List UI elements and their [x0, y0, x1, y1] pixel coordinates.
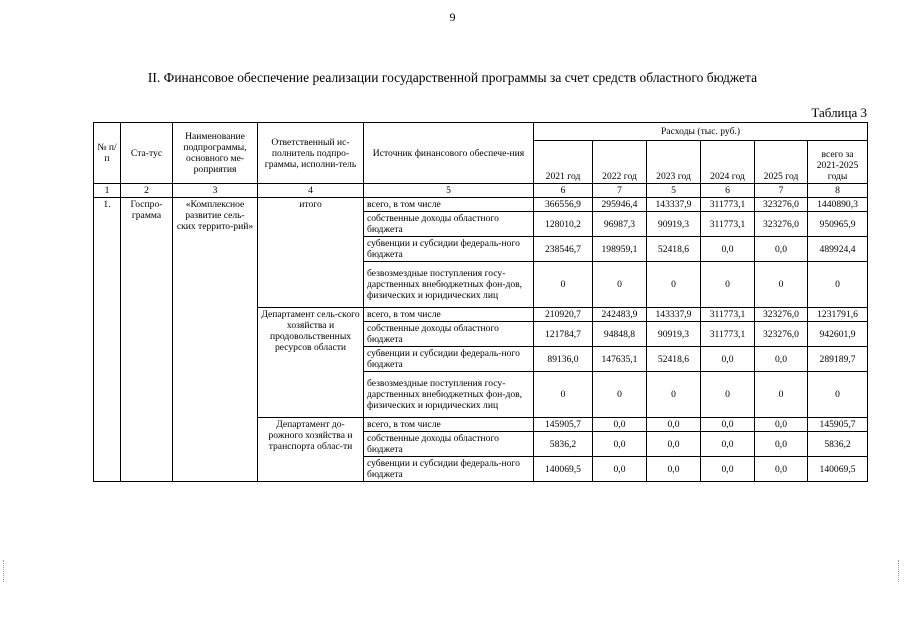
header-year: 2021 год — [534, 141, 593, 184]
amount-cell: 0,0 — [593, 418, 647, 432]
funding-source: собственные доходы областного бюджета — [364, 212, 534, 237]
amount-cell: 143337,9 — [647, 308, 701, 322]
header-name: Наименование подпрограммы, основного ме-роприятия — [173, 123, 258, 184]
amount-cell: 121784,7 — [534, 322, 593, 347]
funding-source: всего, в том числе — [364, 418, 534, 432]
amount-cell: 489924,4 — [808, 237, 868, 262]
amount-cell: 242483,9 — [593, 308, 647, 322]
amount-cell: 198959,1 — [593, 237, 647, 262]
amount-cell: 0,0 — [647, 418, 701, 432]
amount-cell: 323276,0 — [755, 212, 808, 237]
document-title: II. Финансовое обеспечение реализации государственной программы за счет средств областного бюджета — [147, 70, 758, 85]
amount-cell: 0,0 — [647, 457, 701, 482]
amount-cell: 366556,9 — [534, 198, 593, 212]
amount-cell: 289189,7 — [808, 347, 868, 372]
amount-cell: 90919,3 — [647, 322, 701, 347]
header-year: всего за 2021-2025 годы — [808, 141, 868, 184]
amount-cell: 311773,1 — [701, 198, 755, 212]
header-year: 2024 год — [701, 141, 755, 184]
left-edge-mark — [3, 560, 6, 582]
amount-cell: 0 — [701, 262, 755, 308]
amount-cell: 1231791,6 — [808, 308, 868, 322]
amount-cell: 311773,1 — [701, 322, 755, 347]
amount-cell: 295946,4 — [593, 198, 647, 212]
amount-cell: 52418,6 — [647, 347, 701, 372]
amount-cell: 0 — [593, 372, 647, 418]
row-program-name: «Комплексное развитие сель-ских террито-рий» — [173, 198, 258, 482]
financing-table — [93, 122, 868, 482]
table-label: Таблица 3 — [811, 105, 867, 120]
header-year: 2025 год — [755, 141, 808, 184]
amount-cell: 311773,1 — [701, 212, 755, 237]
amount-cell: 5836,2 — [808, 432, 868, 457]
column-index: 1 — [94, 184, 121, 198]
column-index: 2 — [121, 184, 173, 198]
amount-cell: 0,0 — [755, 432, 808, 457]
column-index: 7 — [593, 184, 647, 198]
row-number: 1. — [94, 198, 121, 482]
funding-source: субвенции и субсидии федераль-ного бюджета — [364, 237, 534, 262]
amount-cell: 0 — [534, 262, 593, 308]
header-source: Источник финансового обеспече-ния — [364, 123, 534, 184]
amount-cell: 210920,7 — [534, 308, 593, 322]
amount-cell: 0 — [534, 372, 593, 418]
header-executor: Ответственный ис-полнитель подпро-граммы, исполни-тель — [258, 123, 364, 184]
header-status: Ста-тус — [121, 123, 173, 184]
amount-cell: 0,0 — [701, 432, 755, 457]
funding-source: безвозмездные поступления госу-дарственных внебюджетных фон-дов, физических и юридических лиц — [364, 262, 534, 308]
amount-cell: 0 — [808, 372, 868, 418]
amount-cell: 0 — [647, 372, 701, 418]
amount-cell: 140069,5 — [808, 457, 868, 482]
row-executor: Департамент сель-ского хозяйства и продовольственных ресурсов области — [258, 308, 364, 418]
header-num: № п/п — [94, 123, 121, 184]
amount-cell: 94848,8 — [593, 322, 647, 347]
amount-cell: 90919,3 — [647, 212, 701, 237]
header-year: 2023 год — [647, 141, 701, 184]
funding-source: собственные доходы областного бюджета — [364, 432, 534, 457]
amount-cell: 0 — [593, 262, 647, 308]
amount-cell: 1440890,3 — [808, 198, 868, 212]
amount-cell: 323276,0 — [755, 322, 808, 347]
funding-source: субвенции и субсидии федераль-ного бюджета — [364, 457, 534, 482]
funding-source: субвенции и субсидии федераль-ного бюджета — [364, 347, 534, 372]
column-index: 4 — [258, 184, 364, 198]
table-row — [94, 198, 868, 212]
amount-cell: 0,0 — [755, 418, 808, 432]
amount-cell: 143337,9 — [647, 198, 701, 212]
header-year: 2022 год — [593, 141, 647, 184]
funding-source: всего, в том числе — [364, 198, 534, 212]
column-index: 5 — [364, 184, 534, 198]
column-index: 3 — [173, 184, 258, 198]
amount-cell: 145905,7 — [808, 418, 868, 432]
right-edge-mark — [898, 560, 901, 582]
amount-cell: 323276,0 — [755, 198, 808, 212]
amount-cell: 950965,9 — [808, 212, 868, 237]
amount-cell: 0 — [647, 262, 701, 308]
amount-cell: 0,0 — [701, 418, 755, 432]
row-executor: итого — [258, 198, 364, 308]
row-status: Госпро-грамма — [121, 198, 173, 482]
amount-cell: 0,0 — [593, 432, 647, 457]
amount-cell: 89136,0 — [534, 347, 593, 372]
amount-cell: 0 — [755, 262, 808, 308]
amount-cell: 147635,1 — [593, 347, 647, 372]
amount-cell: 323276,0 — [755, 308, 808, 322]
amount-cell: 140069,5 — [534, 457, 593, 482]
amount-cell: 0 — [755, 372, 808, 418]
amount-cell: 942601,9 — [808, 322, 868, 347]
column-index: 8 — [808, 184, 868, 198]
amount-cell: 0,0 — [701, 347, 755, 372]
amount-cell: 0,0 — [701, 237, 755, 262]
amount-cell: 0,0 — [647, 432, 701, 457]
amount-cell: 311773,1 — [701, 308, 755, 322]
amount-cell: 0,0 — [755, 237, 808, 262]
amount-cell: 96987,3 — [593, 212, 647, 237]
amount-cell: 0,0 — [593, 457, 647, 482]
column-index: 6 — [701, 184, 755, 198]
amount-cell: 5836,2 — [534, 432, 593, 457]
amount-cell: 0,0 — [755, 347, 808, 372]
amount-cell: 128010,2 — [534, 212, 593, 237]
amount-cell: 52418,6 — [647, 237, 701, 262]
header-expenses: Расходы (тыс. руб.) — [534, 123, 868, 141]
funding-source: собственные доходы областного бюджета — [364, 322, 534, 347]
amount-cell: 145905,7 — [534, 418, 593, 432]
funding-source: всего, в том числе — [364, 308, 534, 322]
column-index: 5 — [647, 184, 701, 198]
page-number: 9 — [449, 10, 456, 24]
column-index: 7 — [755, 184, 808, 198]
row-executor: Департамент до-рожного хозяйства и транспорта облас-ти — [258, 418, 364, 482]
amount-cell: 0 — [701, 372, 755, 418]
amount-cell: 0,0 — [701, 457, 755, 482]
funding-source: безвозмездные поступления госу-дарственных внебюджетных фон-дов, физических и юридических лиц — [364, 372, 534, 418]
amount-cell: 0,0 — [755, 457, 808, 482]
amount-cell: 0 — [808, 262, 868, 308]
column-index: 6 — [534, 184, 593, 198]
amount-cell: 238546,7 — [534, 237, 593, 262]
